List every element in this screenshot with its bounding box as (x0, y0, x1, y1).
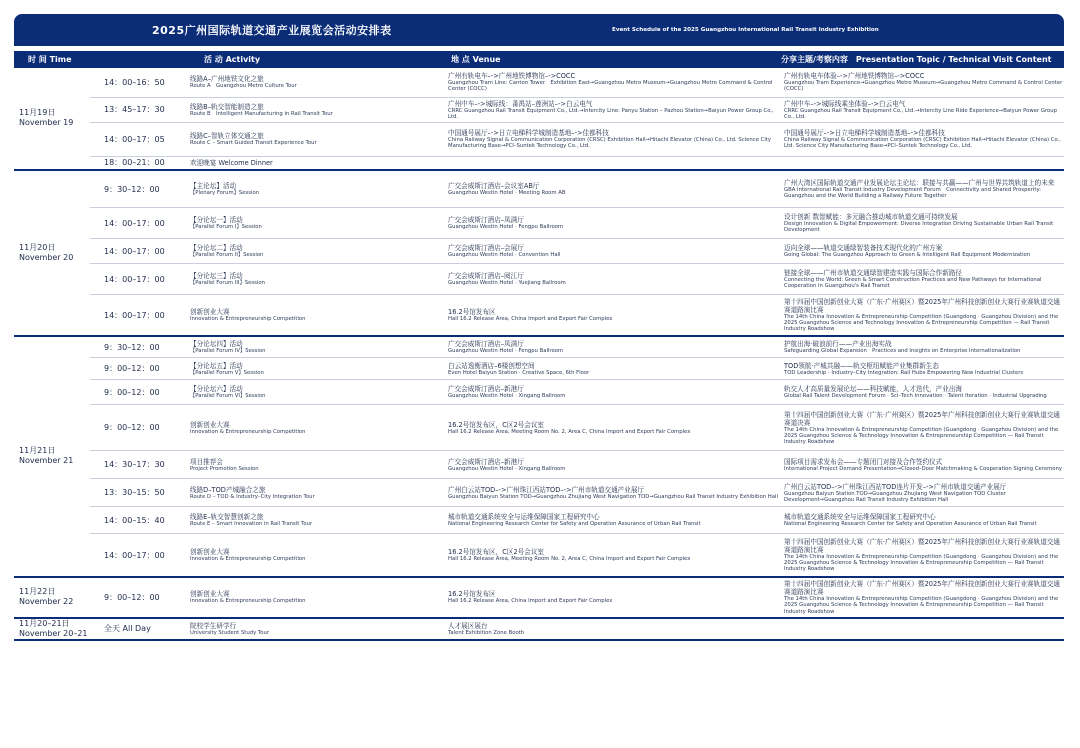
venue-cell (440, 122, 778, 156)
time-cell: 14：00–17：00 (90, 239, 190, 264)
table-row (14, 239, 1064, 264)
venue-en: CRRC Guangzhou Rail Transit Equipment Co., Ltd.→Intercity Line: Panyu Station – Pazhou Station→Baiyun Power Group Co., Ltd. (448, 107, 774, 120)
venue-en: Hall 16.2 Release Area, China Import and Export Fair Complex (448, 316, 613, 323)
time-cell: 14：00–16：50 (90, 68, 190, 97)
activity-zh: 线路C–智轨立体交通之旅 (190, 132, 264, 141)
date-zh: 11月20–21日 (19, 618, 70, 628)
activity-zh: 【分论坛四】活动 (190, 340, 243, 349)
activity-zh: 创新创业大赛 (190, 308, 230, 317)
activity-zh: 【分论坛二】活动 (190, 244, 243, 253)
topic-zh: 广州有轨电车体验–->广州地铁博物馆–->COCC (784, 72, 925, 81)
activity-zh: 线路A–广州地铁文化之旅 (190, 75, 264, 84)
venue-zh: 广州白云站TOD–->广州珠江西站TOD–->广州市轨道交通产业展厅 (448, 485, 645, 494)
activity-zh: 院校学生研学行 (190, 621, 237, 630)
topic-cell (778, 577, 1064, 618)
column-header-bar (14, 51, 1064, 68)
topic-en: National Engineering Research Center for Safety and Operation Assurance of Urban Rail Transit (784, 521, 1037, 528)
topic-en: CRRC Guangzhou Rail Transit Equipment Co., Ltd.→Intercity Line Ride Experience→Baiyun Power Group Co., Ltd. (784, 107, 1057, 120)
activity-zh: 线路D–TOD产城融合之旅 (190, 485, 266, 494)
header-venue: 地 点 Venue (451, 55, 501, 64)
activity-zh: 项目推荐会 (190, 457, 223, 466)
date-en: November 22 (19, 597, 74, 607)
activity-cell (190, 380, 440, 405)
schedule-table (14, 68, 1064, 641)
activity-en: Route A Guangzhou Metro Culture Tour (190, 83, 297, 90)
activity-en: 【Parallel Forum IV】Session (190, 348, 266, 355)
date-zh: 11月21日 (19, 446, 56, 456)
topic-en: Design Innovation & Digital Empowerment: Diverse Integration Driving Sustainable Urban Rail Transit Development (784, 221, 1054, 234)
table-row (14, 295, 1064, 336)
activity-zh: 创新创业大赛 (190, 548, 230, 557)
activity-cell (190, 479, 440, 507)
date-en: November 19 (19, 118, 74, 128)
topic-zh: 城市轨道交通系统安全与运维保障国家工程研究中心 (784, 513, 936, 522)
topic-cell (778, 208, 1064, 239)
venue-cell (440, 380, 778, 405)
venue-zh: 广交会威斯汀酒店–凤满厅 (448, 216, 524, 225)
time-cell: 全天 All Day (90, 618, 190, 640)
topic-en: Connecting the World: Green & Smart Construction Practices and New Pathways for International Cooperation in Guangzhou's Rail Transit (784, 277, 1042, 290)
venue-cell (440, 451, 778, 479)
activity-en: University Student Study Tour (190, 629, 270, 636)
header-activity: 活 动 Activity (204, 55, 261, 64)
activity-cell (190, 451, 440, 479)
activity-cell (190, 239, 440, 264)
title-banner (14, 14, 1064, 46)
topic-zh: 国际项目需求发布会——专题闭门对接及合作签约仪式 (784, 457, 943, 466)
topic-cell (778, 156, 1064, 170)
activity-en: Innovation & Entrepreneurship Competition (190, 316, 306, 323)
topic-cell (778, 534, 1064, 577)
table-row (14, 507, 1064, 534)
table-row (14, 577, 1064, 618)
time-cell: 14：00–15：40 (90, 507, 190, 534)
venue-zh: 16.2号馆发布区，C区2号会议室 (448, 420, 545, 429)
date-cell (14, 618, 90, 640)
activity-zh: 【分论坛三】活动 (190, 272, 243, 281)
venue-zh: 广交会威斯汀酒店–阅江厅 (448, 272, 524, 281)
topic-cell (778, 170, 1064, 208)
venue-en: Guangzhou Westin Hotel · Xingang Ballroom (448, 393, 566, 400)
topic-cell (778, 479, 1064, 507)
venue-cell (440, 295, 778, 336)
date-cell (14, 170, 90, 336)
time-cell: 14：00–17：00 (90, 534, 190, 577)
venue-zh: 广交会威斯汀酒店–新港厅 (448, 385, 524, 394)
activity-zh: 【分论坛五】活动 (190, 361, 243, 370)
topic-en: Global Rail Talent Development Forum · Sci–Tech Innovation · Talent Iteration · Industrial Upgrading (784, 393, 1047, 400)
activity-cell (190, 264, 440, 295)
venue-en: Guangzhou Westin Hotel · Convention Hall (448, 252, 561, 259)
topic-cell (778, 336, 1064, 358)
time-cell: 9：00–12：00 (90, 577, 190, 618)
activity-en: Project Promotion Session (190, 465, 259, 472)
activity-cell (190, 405, 440, 451)
venue-en: National Engineering Research Center for Safety and Operation Assurance of Urban Rail Transit (448, 521, 701, 528)
venue-zh: 广交会威斯汀酒店–会展厅 (448, 244, 524, 253)
table-row (14, 122, 1064, 156)
venue-zh: 16.2号馆发布区 (448, 308, 496, 317)
topic-en: Safeguarding Global Expansion Practices and Insights on Enterprise Internationalization (784, 348, 1021, 355)
activity-zh: 欢迎晚宴 Welcome Dinner (190, 158, 273, 167)
activity-en: Route C – Smart Guided Transit Experience Tour (190, 140, 317, 147)
table-row (14, 405, 1064, 451)
venue-zh: 广州中车–->城际线：番禺站–莲洲站–->白云电气 (448, 99, 593, 108)
activity-cell (190, 97, 440, 122)
table-row (14, 618, 1064, 640)
time-cell: 9：00–12：00 (90, 405, 190, 451)
activity-zh: 线路B–轨交智能制造之旅 (190, 102, 264, 111)
topic-cell (778, 618, 1064, 640)
topic-cell (778, 68, 1064, 97)
topic-cell (778, 507, 1064, 534)
activity-en: 【Parallel Forum VI】Session (190, 393, 266, 400)
topic-zh: 轨交人才高质量发展论坛——科技赋能，人才迭代，产业出海 (784, 385, 963, 394)
venue-zh: 16.2号馆发布区，C区2号会议室 (448, 548, 545, 557)
time-cell: 14：00–17：05 (90, 122, 190, 156)
topic-cell (778, 295, 1064, 336)
table-row (14, 68, 1064, 97)
activity-en: Route E – Smart Innovation in Rail Transit Tour (190, 521, 313, 528)
venue-zh: 广州有轨电车–->广州地铁博物馆–->COCC (448, 72, 576, 81)
activity-en: Innovation & Entrepreneurship Competition (190, 428, 306, 435)
venue-zh: 广交会威斯汀酒店–新港厅 (448, 457, 524, 466)
activity-cell (190, 534, 440, 577)
venue-cell (440, 479, 778, 507)
venue-cell (440, 208, 778, 239)
date-en: November 20 (19, 252, 74, 262)
topic-cell (778, 97, 1064, 122)
activity-cell (190, 618, 440, 640)
topic-en: China Railway Signal & Communication Corporation (CRSC) Exhibition Hall→Hitachi Elevator (China) Co., Ltd. Science City Manufacturing Base→PCI–Suntek Technology Co., Ltd. (784, 137, 1061, 150)
activity-cell (190, 122, 440, 156)
venue-zh: 白云站逸衡酒店–6楼创想空间 (448, 361, 535, 370)
topic-zh: 广州中车–->城际线乘坐体验–->白云电气 (784, 99, 906, 108)
activity-zh: 【分论坛一】活动 (190, 216, 243, 225)
activity-en: Route D – TOD & Industry–City Integration Tour (190, 493, 315, 500)
topic-en: International Project Demand Presentation→Closed–Door Matchmaking & Cooperation Signing Ceremony (784, 465, 1062, 472)
topic-en: Going Global: The Guangzhou Approach to Green & Intelligent Rail Equipment Modernization (784, 252, 1031, 259)
activity-zh: 【分论坛六】活动 (190, 385, 243, 394)
topic-zh: 第十四届中国创新创业大赛（广东·广州赛区）暨2025年广州科技创新创业大赛行业赛轨道交通赛道路演比赛 (784, 580, 1061, 597)
venue-zh: 广交会威斯汀酒店–会议室AB厅 (448, 182, 540, 191)
title-en: Event Schedule of the 2025 Guangzhou International Rail Transit Industry Exhibition (612, 27, 879, 33)
venue-cell (440, 336, 778, 358)
venue-zh: 中国通号展厅–->日立电梯科学城制造基地–->佳都科技 (448, 129, 609, 138)
venue-cell (440, 239, 778, 264)
venue-en: Guangzhou Westin Hotel · Xingang Ballroom (448, 465, 566, 472)
date-en: November 21 (19, 456, 74, 466)
topic-zh: TOD领航·产城共融——轨交枢纽赋能产业集群新生态 (784, 361, 939, 370)
activity-cell (190, 68, 440, 97)
time-cell: 14：00–17：00 (90, 264, 190, 295)
activity-en: 【Parallel Forum V】Session (190, 369, 264, 376)
activity-cell (190, 170, 440, 208)
topic-en: The 14th China Innovation & Entrepreneurship Competition (Guangdong · Guangzhou Division) and the 2025 Guangzhou Science & Technology Innovation & Entrepreneurship Competition — Rail Transit Industry Roadshow (784, 426, 1059, 445)
venue-cell (440, 97, 778, 122)
venue-en: China Railway Signal & Communication Corporation (CRSC) Exhibition Hall→Hitachi Elevator (China) Co., Ltd. Science City Manufacturing Base→PCI–Suntek Technology Co., Ltd. (448, 137, 772, 150)
topic-cell (778, 239, 1064, 264)
topic-cell (778, 122, 1064, 156)
activity-zh: 线路E–轨交智慧创新之旅 (190, 513, 264, 522)
table-row (14, 358, 1064, 380)
activity-cell (190, 577, 440, 618)
topic-zh: 广州白云站TOD–->广州珠江西站TOD连片开发–->广州市轨道交通产业展厅 (784, 482, 1007, 491)
topic-zh: 第十四届中国创新创业大赛（广东·广州赛区）暨2025年广州科技创新创业大赛行业赛轨道交通赛道决赛 (784, 410, 1061, 427)
table-row (14, 170, 1064, 208)
time-cell: 9：30–12：00 (90, 170, 190, 208)
venue-en: Guangzhou Westin Hotel · Fengpu Ballroom (448, 224, 564, 231)
time-cell: 18：00–21：00 (90, 156, 190, 170)
venue-cell (440, 618, 778, 640)
venue-cell (440, 358, 778, 380)
activity-en: 【Parallel Forum III】Session (190, 280, 265, 287)
topic-zh: 链接全球——广州市轨道交通绿智建造实践与国际合作新路径 (784, 269, 963, 278)
venue-zh: 16.2号馆发布区 (448, 590, 496, 599)
venue-zh: 城市轨道交通系统安全与运维保障国家工程研究中心 (448, 513, 600, 522)
activity-zh: 创新创业大赛 (190, 590, 230, 599)
table-row (14, 380, 1064, 405)
table-row (14, 208, 1064, 239)
topic-zh: 中国通号展厅–->日立电梯科学城制造基地–->佳都科技 (784, 129, 945, 138)
venue-en: Guangzhou Westin Hotel · Yuejiang Ballroom (448, 280, 566, 287)
activity-en: 【Parallel Forum I】Session (190, 224, 262, 231)
activity-cell (190, 295, 440, 336)
table-row (14, 479, 1064, 507)
date-zh: 11月20日 (19, 242, 56, 252)
activity-cell (190, 358, 440, 380)
topic-cell (778, 380, 1064, 405)
date-cell (14, 336, 90, 577)
venue-cell (440, 534, 778, 577)
header-topic: 分享主题/考察内容 Presentation Topic / Technical Visit Content (781, 55, 1052, 64)
venue-cell (440, 577, 778, 618)
venue-cell (440, 264, 778, 295)
table-row (14, 97, 1064, 122)
date-zh: 11月22日 (19, 587, 56, 597)
time-cell: 13：45–17：30 (90, 97, 190, 122)
table-row (14, 534, 1064, 577)
activity-zh: 创新创业大赛 (190, 420, 230, 429)
time-cell: 13：30–15：50 (90, 479, 190, 507)
time-cell: 9：00–12：00 (90, 358, 190, 380)
topic-cell (778, 264, 1064, 295)
venue-zh: 人才展区展台 (448, 621, 488, 630)
time-cell: 9：00–12：00 (90, 380, 190, 405)
activity-en: Innovation & Entrepreneurship Competition (190, 556, 306, 563)
topic-zh: 第十四届中国创新创业大赛（广东·广州赛区）暨2025年广州科技创新创业大赛行业赛轨道交通赛道路演比赛 (784, 537, 1061, 554)
topic-zh: 迈向全球——轨道交通绿智装备技术现代化的广州方案 (784, 244, 943, 253)
date-zh: 11月19日 (19, 108, 56, 118)
topic-zh: 护航出海·破浪前行——产业出海实战 (784, 340, 892, 349)
table-row (14, 451, 1064, 479)
date-cell (14, 68, 90, 170)
topic-en: Guangzhou Baiyun Station TOD→Guangzhou Zhujiang West Navigation TOD Cluster Development→Guangzhou Rail Transit Industry Exhibition Hall (784, 490, 1006, 503)
venue-en: Talent Exhibition Zone Booth (448, 629, 525, 636)
topic-en: GBA International Rail Transit Industry Development Forum Connectivity and Shared Prosperity: Guangzhou and the World Building a Railway Future Together (784, 186, 1042, 200)
date-en: November 20–21 (19, 628, 88, 638)
date-cell (14, 577, 90, 618)
venue-en: Guangzhou Westin Hotel · Meeting Room AB (448, 190, 566, 197)
time-cell: 14：00–17：00 (90, 208, 190, 239)
activity-zh: 【主论坛】活动 (190, 182, 237, 191)
venue-en: Hall 16.2 Release Area, China Import and Export Fair Complex (448, 598, 613, 605)
activity-cell (190, 208, 440, 239)
activity-cell (190, 156, 440, 170)
topic-zh: 设计创新 数智赋能：多元融合推动城市轨道交通可持续发展 (784, 213, 958, 222)
topic-zh: 第十四届中国创新创业大赛（广东·广州赛区）暨2025年广州科技创新创业大赛行业赛轨道交通赛道路演比赛 (784, 297, 1061, 314)
topic-en: TOD Leadership · Industry–City Integration: Rail Hubs Empowering New Industrial Clusters (784, 369, 1024, 376)
activity-en: Innovation & Entrepreneurship Competition (190, 598, 306, 605)
venue-en: Hall 16.2 Release Area, Meeting Room No. 2, Area C, China Import and Export Fair Complex (448, 428, 691, 435)
table-row (14, 264, 1064, 295)
topic-en: The 14th China Innovation & Entrepreneurship Competition (Guangdong · Guangzhou Division) and the 2025 Guangzhou Science and Technology Innovation & Entrepreneurship Competition — Rail Transit Industry Roadshow (784, 313, 1059, 333)
topic-zh: 广州大湾区国际轨道交通产业发展论坛主论坛：联接与共赢——广州与世界共筑轨道上的未来 (784, 178, 1055, 187)
venue-cell (440, 170, 778, 208)
venue-cell (440, 405, 778, 451)
table-row (14, 336, 1064, 358)
topic-en: The 14th China Innovation & Entrepreneurship Competition (Guangdong · Guangzhou Division) and the 2025 Guangzhou Science & Technology Innovation & Entrepreneurship Competition — Rail Transit Industry Roadshow (784, 596, 1059, 615)
time-cell: 9：30–12：00 (90, 336, 190, 358)
venue-en: Guangzhou Baiyun Station TOD→Guangzhou Zhujiang West Navigation TOD→Guangzhou Rail Transit Industry Exhibition Hall (448, 493, 778, 500)
time-cell: 14：30–17：30 (90, 451, 190, 479)
title-zh: 2025广州国际轨道交通产业展览会活动安排表 (152, 24, 392, 37)
activity-en: 【Parallel Forum II】Session (190, 252, 264, 259)
venue-cell (440, 68, 778, 97)
topic-en: Guangzhou Tram Experience→Guangzhou Metro Museum→Guangzhou Metro Command & Control Center (COCC) (784, 80, 1063, 93)
activity-en: Route B Intelligent Manufacturing in Rail Transit Tour (190, 110, 333, 117)
table-row (14, 156, 1064, 170)
venue-en: Guangzhou Tram Line: Canton Tower Exhibition East→Guangzhou Metro Museum→Guangzhou Metro Command & Control Center (COCC) (448, 80, 773, 93)
venue-en: Even Hotel Baiyun Station · Creative Space, 6th Floor (448, 369, 590, 376)
time-cell: 14：00–17：00 (90, 295, 190, 336)
topic-cell (778, 358, 1064, 380)
header-time: 时 间 Time (28, 55, 72, 64)
activity-cell (190, 507, 440, 534)
activity-cell (190, 336, 440, 358)
topic-en: The 14th China Innovation & Entrepreneurship Competition (Guangdong · Guangzhou Division) and the 2025 Guangzhou Science & Technology Innovation & Entrepreneurship Competition — Rail Transit Industry Roadshow (784, 553, 1059, 573)
venue-cell (440, 507, 778, 534)
venue-en: Hall 16.2 Release Area, Meeting Room No. 2, Area C, China Import and Export Fair Complex (448, 556, 691, 563)
topic-cell (778, 451, 1064, 479)
venue-en: Guangzhou Westin Hotel · Fengpu Ballroom (448, 348, 564, 355)
topic-cell (778, 405, 1064, 451)
venue-zh: 广交会威斯汀酒店–凤满厅 (448, 340, 524, 349)
activity-en: 【Plenary Forum】Session (190, 190, 260, 197)
venue-cell (440, 156, 778, 170)
